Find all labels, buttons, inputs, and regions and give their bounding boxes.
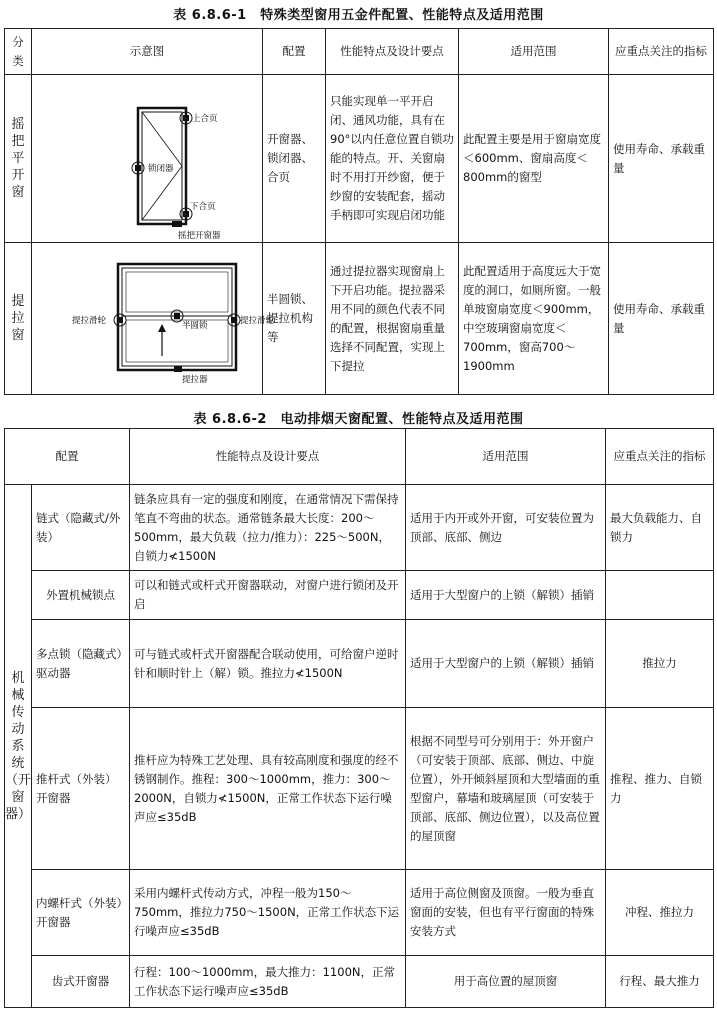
t1-features-crank-window: 只能实现单一平开启闭、通风功能，具有在90°以内任意位置自锁功能的特点。开、关窗扇时不用打开纱窗，便于纱窗的安装配套，摇动手柄即可实现启闭功能	[326, 75, 459, 243]
t1-scope-sash-window: 此配置适用于高度远大于宽度的洞口，如厕所窗。一般单玻窗扇宽度＜900mm，中空玻璃窗扇宽度＜700mm，窗高700～1900mm	[459, 243, 609, 395]
t1-header-indicators: 应重点关注的指标	[609, 29, 714, 75]
crank-window-diagram	[32, 75, 263, 243]
t2-features-gear: 行程：100～1000mm，最大推力：1100N，正常工作状态下运行噪声应≤35dB	[130, 956, 406, 1008]
t1-config-crank-window: 开窗器、锁闭器、合页	[263, 75, 326, 243]
t2-header-indicators: 应重点关注的指标	[606, 429, 714, 485]
t2-scope-push-rod: 根据不同型号可分别用于：外开窗户（可安装于顶部、底部、侧边、中旋位置），外开倾斜屋顶和大型墙面的重型窗户，幕墙和玻璃屋顶（可安装于顶部、底部、侧边位置），以及高位置的屋顶窗	[406, 708, 606, 870]
diagram-label-upper-hinge: 上合页	[192, 113, 218, 124]
t2-scope-gear: 用于高位置的屋顶窗	[406, 956, 606, 1008]
t2-indicators-chain: 最大负载能力、自锁力	[606, 485, 714, 571]
table-row	[5, 956, 714, 1008]
t2-features-chain: 链条应具有一定的强度和刚度，在通常情况下需保持笔直不弯曲的状态。通常链条最大长度：200～500mm，最大负载（拉力/推力）：225～500N，自锁力≮1500N	[130, 485, 406, 571]
table-row	[5, 243, 714, 395]
t2-config-push-rod: 推杆式（外装）开窗器	[32, 708, 130, 870]
t1-scope-crank-window: 此配置主要是用于窗扇宽度＜600mm、窗扇高度＜800mm的窗型	[459, 75, 609, 243]
t1-features-sash-window: 通过提拉器实现窗扇上下开启功能。提拉器采用不同的颜色代表不同的配置，根据窗扇重量选择不同配置，实现上下提拉	[326, 243, 459, 395]
sash-window-diagram	[32, 243, 275, 395]
t2-config-external-lock: 外置机械锁点	[32, 571, 130, 620]
t2-indicators-push-rod: 推程、推力、自锁力	[606, 708, 714, 870]
t1-category-sash-window: 提 拉 窗	[5, 243, 32, 395]
t2-indicators-inner-screw: 冲程、推拉力	[606, 870, 714, 956]
table-row	[5, 708, 714, 870]
table-row	[5, 571, 714, 620]
t2-indicators-multipoint-lock: 推拉力	[606, 620, 714, 708]
t1-header-scope: 适用范围	[459, 29, 609, 75]
t2-config-gear: 齿式开窗器	[32, 956, 130, 1008]
table2-caption: 表 6.8.6-2 电动排烟天窗配置、性能特点及适用范围	[193, 412, 524, 427]
t2-features-inner-screw: 采用内螺杆式传动方式，冲程一般为150～750mm，推拉力750～1500N，正常工作状态下运行噪声应≤35dB	[130, 870, 406, 956]
t1-header-diagram: 示意图	[32, 29, 263, 75]
t2-features-external-lock: 可以和链式或杆式开窗器联动，对窗户进行锁闭及开启	[130, 571, 406, 620]
t1-indicators-crank-window: 使用寿命、承载重量	[609, 75, 714, 243]
diagram-label-lifter: 提拉器	[182, 374, 208, 385]
t2-header-features: 性能特点及设计要点	[130, 429, 406, 485]
t2-features-multipoint-lock: 可与链式或杆式开窗器配合联动使用，可给窗户逆时针和顺时针上（解）锁。推拉力≮1500N	[130, 620, 406, 708]
table1	[4, 28, 714, 395]
table-row	[5, 870, 714, 956]
diagram-label-lock: 锁闭器	[148, 163, 174, 174]
table1-caption: 表 6.8.6-1 特殊类型窗用五金件配置、性能特点及适用范围	[173, 8, 544, 23]
t2-config-multipoint-lock: 多点锁（隐藏式）驱动器	[32, 620, 130, 708]
t1-header-category: 分类	[5, 29, 32, 75]
t1-header-features: 性能特点及设计要点	[326, 29, 459, 75]
t2-config-inner-screw: 内螺杆式（外装）开窗器	[32, 870, 130, 956]
diagram-label-left-pulley: 提拉滑轮	[72, 315, 107, 326]
t2-scope-multipoint-lock: 适用于大型窗户的上锁（解锁）插销	[406, 620, 606, 708]
diagram-label-crank-opener: 摇把开窗器	[178, 230, 221, 241]
diagram-label-lower-hinge: 下合页	[190, 201, 216, 212]
table-row	[5, 75, 714, 243]
table-row	[5, 485, 714, 571]
t2-features-push-rod: 推杆应为特殊工艺处理、具有较高刚度和强度的经不锈钢制作。推程：300～1000mm，推力：300～2000N，自锁力≮1500N，正常工作状态下运行噪声应≤35dB	[130, 708, 406, 870]
diagram-label-right-pulley: 提拉滑轮	[240, 315, 275, 326]
t2-indicators-gear: 行程、最大推力	[606, 956, 714, 1008]
t2-indicators-external-lock	[606, 571, 714, 620]
t1-category-crank-window: 摇 把 平 开 窗	[5, 75, 32, 243]
t2-config-chain: 链式（隐藏式/外装）	[32, 485, 130, 571]
table-row	[5, 620, 714, 708]
t1-header-config: 配置	[263, 29, 326, 75]
t2-scope-external-lock: 适用于大型窗户的上锁（解锁）插销	[406, 571, 606, 620]
table2	[4, 428, 714, 1008]
t2-header-scope: 适用范围	[406, 429, 606, 485]
t2-scope-chain: 适用于内开或外开窗，可安装位置为顶部、底部、侧边	[406, 485, 606, 571]
t1-config-sash-window: 半圆锁、提拉机构等	[263, 243, 326, 395]
t2-scope-inner-screw: 适用于高位侧窗及顶窗。一般为垂直窗面的安装，但也有平行窗面的特殊安装方式	[406, 870, 606, 956]
t2-group-mechanical-drive: 机 械 传 动 系 统 （开 窗 器）	[5, 485, 32, 1008]
t1-indicators-sash-window: 使用寿命、承载重量	[609, 243, 714, 395]
diagram-label-half-round-lock: 半圆锁	[182, 320, 208, 331]
t2-header-config: 配置	[5, 429, 130, 485]
